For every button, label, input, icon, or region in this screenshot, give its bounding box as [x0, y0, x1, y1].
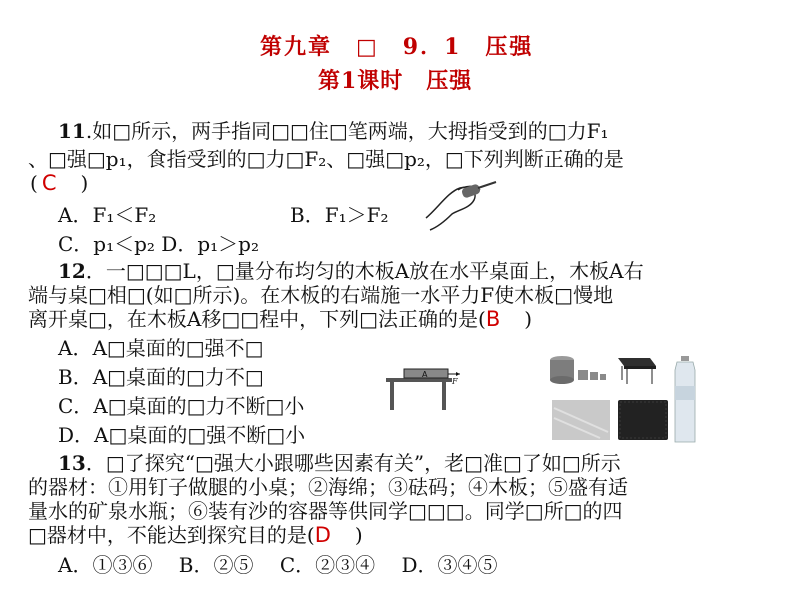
q11-paren-close: ) — [80, 171, 89, 195]
q12-answer: B — [485, 307, 501, 331]
q13-line4 — [28, 522, 363, 548]
q12-line1 — [58, 258, 644, 284]
q11-option-a: A．F₁＜F₂ — [58, 203, 157, 227]
q12-line3 — [28, 306, 532, 332]
q12-option-c: C．A□桌面的□力不断□小 — [58, 394, 305, 418]
wood-board-photo — [552, 400, 610, 440]
q11-line1 — [58, 118, 609, 144]
q12-number: 12 — [58, 259, 86, 283]
q13-line1 — [58, 450, 621, 476]
q12-text-3: 离开桌□，在木板A移□□程中，下列□法正确的是( — [28, 307, 486, 331]
nail-table-photo — [618, 358, 656, 384]
q11-option-b: B．F₁＞F₂ — [290, 203, 389, 227]
q13-line2: 的器材：①用钉子做腿的小桌；②海绵；③砝码；④木板；⑤盛有适 — [28, 475, 628, 499]
q12-option-a: A．A□桌面的□强不□ — [58, 336, 264, 360]
weights-photo — [550, 356, 606, 384]
q13-text-1: ．□了探究“□强大小跟哪些因素有关”，老□准□了如□所示 — [85, 451, 621, 475]
board-on-table-illustration — [384, 362, 464, 412]
q11-answer: C — [41, 171, 57, 195]
q12-option-d: D．A□桌面的□强不断□小 — [58, 423, 306, 447]
q12-option-b: B．A□桌面的□力不□ — [58, 365, 264, 389]
q13-line3: 量水的矿泉水瓶；⑥装有沙的容器等供同学□□□。同学□所□的四 — [28, 499, 623, 523]
water-bottle-photo — [675, 356, 695, 442]
q12-text-1: ．一□□□L，□量分布均匀的木板A放在水平桌面上，木板A右 — [85, 259, 644, 283]
hand-pencil-illustration — [418, 178, 518, 236]
q11-line2: 、□强□p₁，食指受到的□力□F₂、□强□p₂，□下列判断正确的是 — [28, 147, 624, 171]
q13-options: A．①③⑥ B．②⑤ C．②③④ D．③④⑤ — [58, 553, 498, 577]
q11-paren-open: ( — [30, 171, 38, 195]
q13-answer: D — [314, 523, 331, 547]
q11-text-1: .如□所示，两手指同□□住□笔两端，大拇指受到的□力F₁ — [85, 119, 609, 143]
sponge-photo — [618, 400, 668, 440]
q11-option-cd: C．p₁＜p₂ D．p₁＞p₂ — [58, 232, 259, 256]
q11-number: 11 — [58, 119, 86, 143]
section-title: 第1课时 压强 — [318, 68, 473, 94]
equipment-photos — [548, 352, 700, 448]
q13-paren-close: ) — [354, 523, 363, 547]
q12-line2: 端与桌□相□(如□所示)。在木板的右端施一水平力F使木板□慢地 — [28, 283, 614, 307]
chapter-title: 第九章 □ 9．1 压强 — [260, 34, 534, 60]
q13-number: 13 — [58, 451, 86, 475]
q12-paren-close: ) — [524, 307, 533, 331]
board-label-a: A — [422, 370, 428, 379]
q13-text-4: □器材中，不能达到探究目的是( — [28, 523, 315, 547]
q11-answer-row — [30, 170, 88, 196]
force-label-f: F — [452, 377, 458, 386]
